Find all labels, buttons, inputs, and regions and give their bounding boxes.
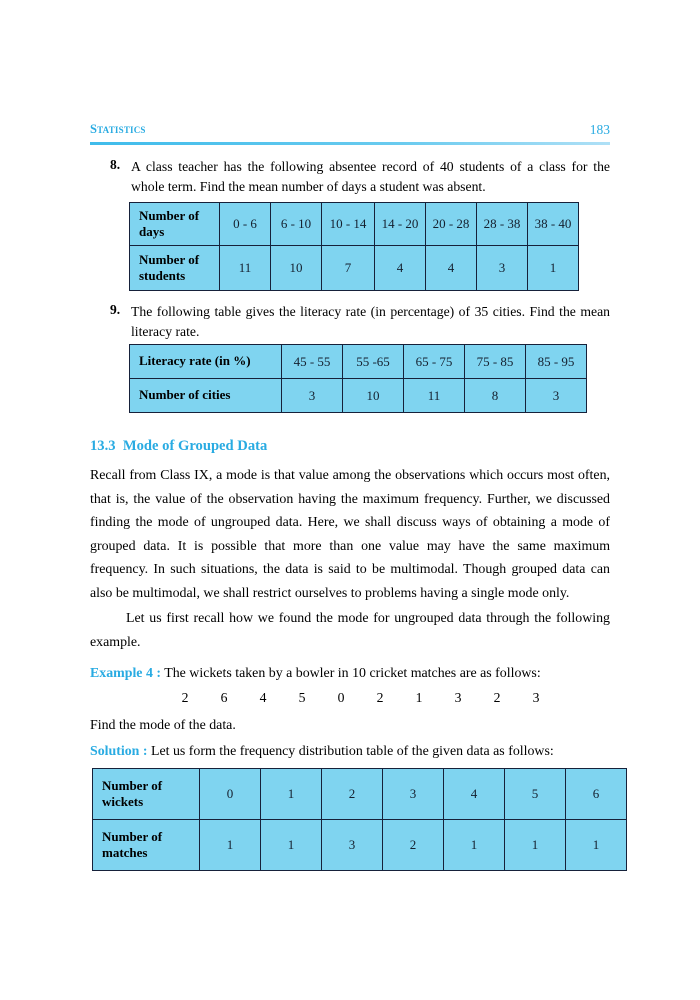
interval-cell: 28 - 38 <box>477 203 528 246</box>
match-count-cell: 2 <box>383 820 444 871</box>
row-header-number-of-wickets <box>93 769 200 820</box>
row-header-line2: matches <box>102 845 148 860</box>
question-8-text: A class teacher has the following absentee record of 40 students of a class for the whole term. Find the mean number of days a student was absent. <box>131 159 610 194</box>
example-statement <box>90 662 610 686</box>
frequency-cell: 3 <box>282 379 343 413</box>
data-value: 3 <box>454 690 462 705</box>
match-count-cell: 3 <box>322 820 383 871</box>
table-row <box>93 769 627 820</box>
interval-cell: 55 -65 <box>343 345 404 379</box>
question-9-number: 9. <box>110 302 121 317</box>
match-count-cell: 1 <box>566 820 627 871</box>
interval-cell: 10 - 14 <box>322 203 375 246</box>
data-value: 2 <box>493 690 501 705</box>
data-value: 2 <box>181 690 189 705</box>
row-header-line2: days <box>139 224 165 239</box>
frequency-cell: 10 <box>271 246 322 291</box>
section-heading <box>90 438 267 455</box>
interval-cell: 0 - 6 <box>220 203 271 246</box>
frequency-cell: 7 <box>322 246 375 291</box>
frequency-cell: 4 <box>375 246 426 291</box>
page-number: 183 <box>589 122 610 137</box>
data-value: 5 <box>298 690 306 705</box>
row-header-line2: students <box>139 268 186 283</box>
wicket-value-cell: 4 <box>444 769 505 820</box>
solution-text: Let us form the frequency distribution table of the given data as follows: <box>151 744 554 759</box>
interval-cell: 14 - 20 <box>375 203 426 246</box>
wicket-value-cell: 3 <box>383 769 444 820</box>
interval-cell: 85 - 95 <box>526 345 587 379</box>
row-header-line1: Number of <box>139 251 200 267</box>
frequency-cell: 11 <box>404 379 465 413</box>
row-header-line1: Number of <box>102 777 163 793</box>
section-paragraph-2: Let us first recall how we found the mode for ungrouped data through the following example. <box>90 611 610 650</box>
frequency-cell: 3 <box>477 246 528 291</box>
interval-cell: 6 - 10 <box>271 203 322 246</box>
table-row <box>93 820 627 871</box>
example-data-sequence <box>170 690 560 710</box>
frequency-cell: 3 <box>526 379 587 413</box>
interval-cell: 38 - 40 <box>528 203 579 246</box>
interval-cell: 75 - 85 <box>465 345 526 379</box>
table-row <box>130 203 579 246</box>
match-count-cell: 1 <box>444 820 505 871</box>
question-9-text: The following table gives the literacy rate (in percentage) of 35 cities. Find the mean literacy rate. <box>131 304 610 339</box>
wicket-value-cell: 0 <box>200 769 261 820</box>
row-header-literacy-rate: Literacy rate (in %) <box>130 345 282 379</box>
wicket-value-cell: 6 <box>566 769 627 820</box>
absentee-record-table <box>129 202 579 291</box>
table-row <box>130 379 587 413</box>
solution-line <box>90 740 610 764</box>
row-header-number-of-students <box>130 246 220 291</box>
frequency-distribution-table <box>92 768 627 871</box>
interval-cell: 45 - 55 <box>282 345 343 379</box>
frequency-cell: 11 <box>220 246 271 291</box>
frequency-cell: 10 <box>343 379 404 413</box>
data-value: 6 <box>220 690 228 705</box>
literacy-rate-table <box>129 344 587 413</box>
row-header-number-of-matches <box>93 820 200 871</box>
data-value: 0 <box>337 690 345 705</box>
example-text: The wickets taken by a bowler in 10 cricket matches are as follows: <box>164 666 541 681</box>
running-head <box>90 122 610 144</box>
table-row <box>130 345 587 379</box>
example-label: Example 4 : <box>90 666 161 681</box>
question-8-number: 8. <box>110 157 121 172</box>
row-header-line2: wickets <box>102 794 144 809</box>
frequency-cell: 4 <box>426 246 477 291</box>
frequency-cell: 8 <box>465 379 526 413</box>
interval-cell: 20 - 28 <box>426 203 477 246</box>
wicket-value-cell: 5 <box>505 769 566 820</box>
solution-label: Solution : <box>90 744 148 759</box>
section-paragraph-1: Recall from Class IX, a mode is that value among the observations which occurs most often, that is, the value of the observation having the maximum frequency. Further, we discussed finding the mode of ungrouped data. Here, we shall discuss ways of obtaining a mode of grouped data. It is possible that more than one value may have the same maximum frequency. In such situations, the data is said to be multimodal. Though grouped data can also be multimodal, we shall restrict ourselves to problems having a single mode only. <box>90 468 610 601</box>
wicket-value-cell: 2 <box>322 769 383 820</box>
row-header-line1: Number of <box>102 828 163 844</box>
header-divider <box>90 142 610 145</box>
match-count-cell: 1 <box>505 820 566 871</box>
data-value: 1 <box>415 690 423 705</box>
data-value: 3 <box>532 690 540 705</box>
row-header-line1: Number of <box>139 207 200 223</box>
match-count-cell: 1 <box>200 820 261 871</box>
example-prompt: Find the mode of the data. <box>90 718 236 733</box>
row-header-number-of-days <box>130 203 220 246</box>
section-number: 13.3 <box>90 438 116 454</box>
frequency-cell: 1 <box>528 246 579 291</box>
data-value: 2 <box>376 690 384 705</box>
section-title: Mode of Grouped Data <box>122 438 268 454</box>
table-row <box>130 246 579 291</box>
running-head-title: Statistics <box>90 122 146 136</box>
wicket-value-cell: 1 <box>261 769 322 820</box>
interval-cell: 65 - 75 <box>404 345 465 379</box>
data-value: 4 <box>259 690 267 705</box>
match-count-cell: 1 <box>261 820 322 871</box>
row-header-number-of-cities: Number of cities <box>130 379 282 413</box>
